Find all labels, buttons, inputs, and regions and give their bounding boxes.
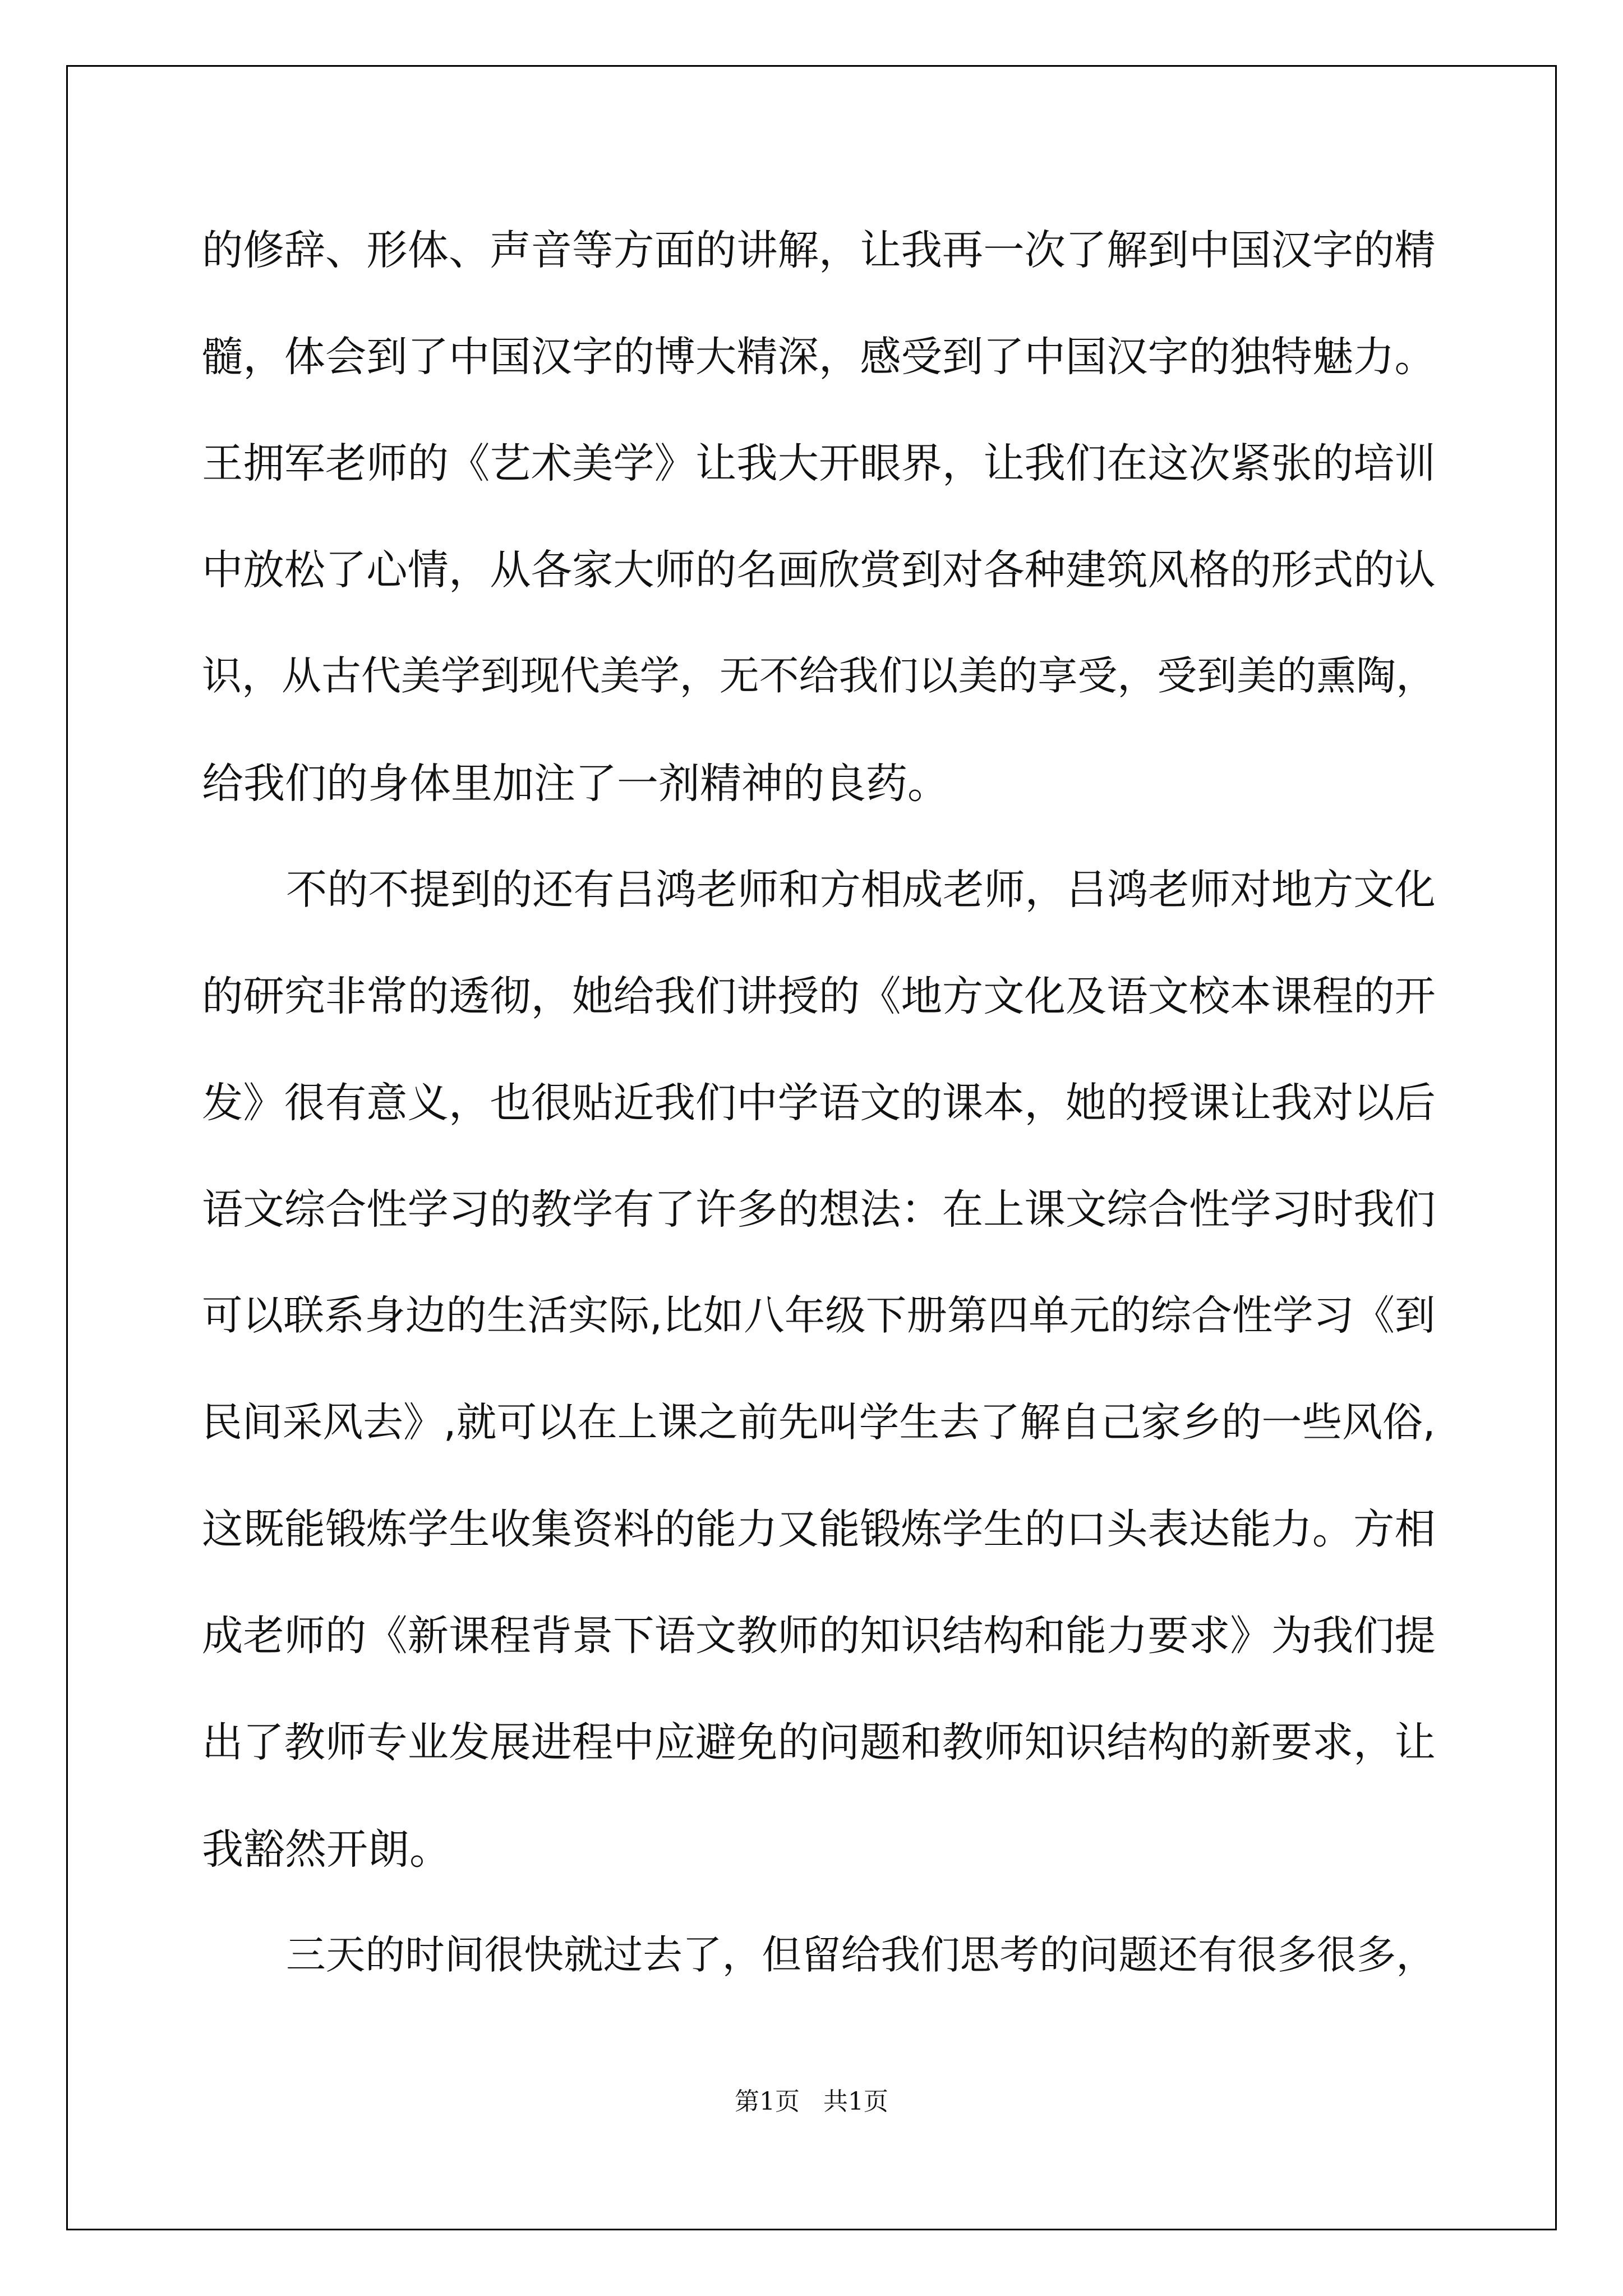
text-line: 识，从古代美学到现代美学，无不给我们以美的享受，受到美的熏陶， bbox=[202, 652, 1436, 699]
page-border bbox=[66, 65, 1557, 2230]
text-line: 中放松了心情，从各家大师的名画欣赏到对各种建筑风格的形式的认 bbox=[202, 546, 1436, 594]
text-line: 的修辞、形体、声音等方面的讲解，让我再一次了解到中国汉字的精 bbox=[202, 227, 1436, 274]
paragraph-start-line: 三天的时间很快就过去了，但留给我们思考的问题还有很多很多， bbox=[286, 1931, 1436, 1978]
text-line: 的研究非常的透彻，她给我们讲授的《地方文化及语文校本课程的开 bbox=[202, 973, 1436, 1020]
text-line: 我豁然开朗。 bbox=[202, 1825, 451, 1874]
text-line: 可以联系身边的生活实际,比如八年级下册第四单元的综合性学习《到 bbox=[202, 1292, 1436, 1340]
text-line: 成老师的《新课程背景下语文教师的知识结构和能力要求》为我们提 bbox=[202, 1612, 1436, 1660]
text-line: 给我们的身体里加注了一剂精神的良药。 bbox=[202, 760, 949, 808]
text-line: 语文综合性学习的教学有了许多的想法：在上课文综合性学习时我们 bbox=[202, 1186, 1436, 1234]
paragraph-start-line: 不的不提到的还有吕鸿老师和方相成老师，吕鸿老师对地方文化 bbox=[286, 866, 1436, 914]
text-line: 这既能锻炼学生收集资料的能力又能锻炼学生的口头表达能力。方相 bbox=[202, 1506, 1436, 1553]
text-line: 出了教师专业发展进程中应避免的问题和教师知识结构的新要求，让 bbox=[202, 1719, 1436, 1766]
text-line: 王拥军老师的《艺术美学》让我大开眼界，让我们在这次紧张的培训 bbox=[202, 440, 1436, 487]
text-line: 发》很有意义，也很贴近我们中学语文的课本，她的授课让我对以后 bbox=[202, 1079, 1436, 1127]
text-line: 髓，体会到了中国汉字的博大精深，感受到了中国汉字的独特魅力。 bbox=[202, 333, 1436, 381]
text-line: 民间采风去》,就可以在上课之前先叫学生去了解自己家乡的一些风俗, bbox=[202, 1398, 1436, 1446]
page-footer: 第1页 共1页 bbox=[735, 2087, 888, 2116]
